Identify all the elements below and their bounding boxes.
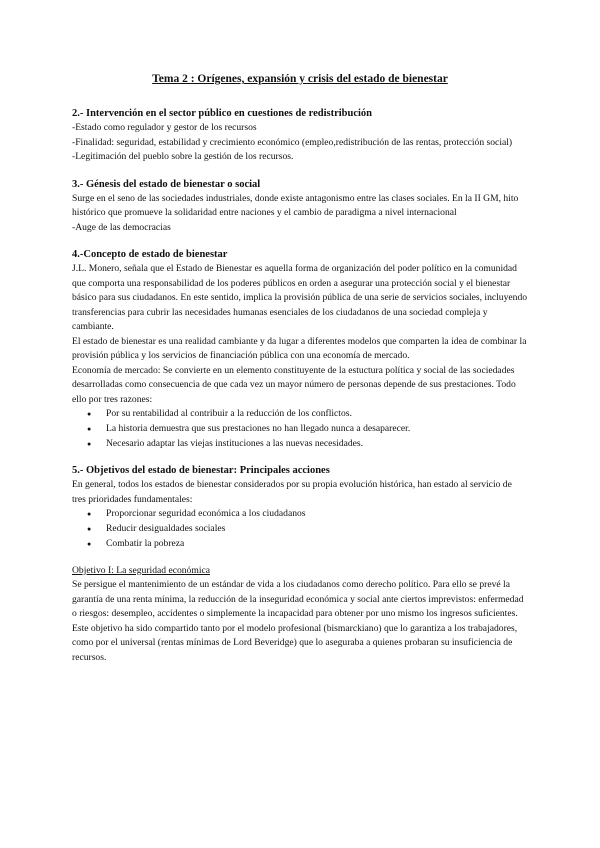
- section-3: [72, 177, 528, 236]
- section-3-heading: 3.- Génesis del estado de bienestar o social: [72, 178, 261, 190]
- section-2-line: -Legitimación del pueblo sobre la gestión de los recursos.: [72, 151, 294, 162]
- objective-1-paragraph: Este objetivo ha sido compartido tanto por el modelo profesional (bismarckiano) que lo garantiza a los trabajadores, como por el universal (rentas mínimas de Lord Beveridge) que lo aseguraba a quienes probaran su insuficiencia de recursos.: [72, 622, 518, 663]
- section-5-paragraph: En general, todos los estados de bienestar considerados por su propia evolución histórica, han estado al servicio de tres prioridades fundamentales:: [72, 479, 512, 505]
- section-3-paragraph: Surge en el seno de las sociedades industriales, donde existe antagonismo entre las clases sociales. En la II GM, hito histórico que promueve la solidaridad entre naciones y el cambio de paradigma a nivel internacional: [72, 192, 519, 218]
- section-4-heading: 4.-Concepto de estado de bienestar: [72, 249, 228, 260]
- section-5-heading: 5.- Objetivos del estado de bienestar: Principales acciones: [72, 465, 330, 477]
- section-4-bullet-list: [72, 407, 528, 451]
- section-2: [72, 106, 528, 165]
- document-title: Tema 2 : Orígenes, expansión y crisis del estado de bienestar: [152, 73, 448, 85]
- section-4: [72, 247, 528, 451]
- document-page: [72, 72, 528, 677]
- list-item: ● Proporcionar seguridad económica a los ciudadanos: [106, 507, 528, 522]
- section-2-line: -Estado como regulador y gestor de los recursos: [72, 122, 257, 133]
- section-2-heading: 2.- Intervención en el sector público en cuestiones de redistribución: [72, 108, 373, 119]
- section-4-paragraph: J.L. Monero, señala que el Estado de Bienestar es aquella forma de organización del poder político en la comunidad que comporta una responsabilidad de los poderes públicos en orden a asegurar una protección social y el bienestar básico para sus ciudadanos. En este sentido, implica la provisión pública de una serie de servicios sociales, incluyendo transferencias para cubrir las necesidades humanas esenciales de los ciudadanos de una sociedad compleja y cambiante.: [72, 263, 528, 332]
- list-item: ● Combatir la pobreza: [106, 537, 528, 552]
- list-item: ● Por su rentabilidad al contribuir a la reducción de los conflictos.: [106, 407, 528, 422]
- list-item: ● Reducir desigualdades sociales: [106, 522, 528, 537]
- section-4-paragraph: El estado de bienestar es una realidad cambiante y da lugar a diferentes modelos que comparten la idea de combinar la provisión pública y los servicios de financiación pública con una economía de mercado.: [72, 335, 527, 361]
- section-3-paragraph: -Auge de las democracias: [72, 221, 171, 233]
- section-5: [72, 463, 528, 551]
- objective-1-heading: Objetivo I: La seguridad económica: [72, 564, 210, 576]
- list-item: ● Necesario adaptar las viejas instituciones a las nuevas necesidades.: [106, 437, 528, 452]
- list-item: ● La historia demuestra que sus prestaciones no han llegado nunca a desaparecer.: [106, 422, 528, 437]
- section-4-paragraph: Economía de mercado: Se convierte en un elemento constituyente de la estuctura política y social de las sociedades desarrolladas como consecuencia de que cada vez un mayor número de personas depende de sus prestaciones. Todo ello por tres razones:: [72, 364, 516, 405]
- objective-1: [72, 564, 528, 666]
- objective-1-paragraph: Se persigue el mantenimiento de un estándar de vida a los ciudadanos como derecho político. Para ello se prevé la garantía de una renta mínima, la reducción de la inseguridad económica y social ante ciertos imprevistos: enfermedad o riesgos: desempleo, accidentes o simplemente la incapacidad para obtener por uno mismo los ingresos suficientes.: [72, 579, 524, 620]
- section-2-line: -Finalidad: seguridad, estabilidad y crecimiento económico (empleo,redistribución de las rentas, protección social): [72, 136, 513, 148]
- section-5-bullet-list: [72, 507, 528, 551]
